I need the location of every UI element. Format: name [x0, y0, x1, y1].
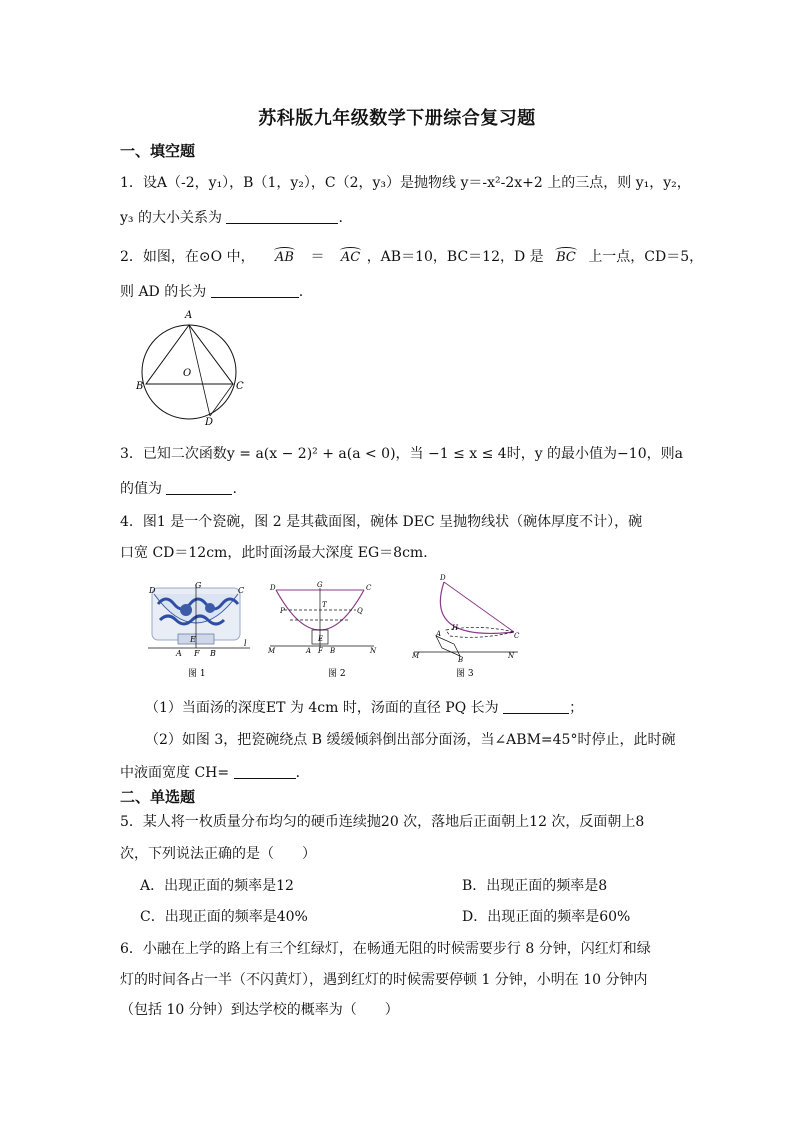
q1-line2: y₃ 的大小关系为 .: [120, 210, 343, 226]
label-h: H: [452, 624, 459, 632]
label-g: G: [317, 581, 323, 589]
q2-text-a: 2．如图，在⊙O 中，: [120, 249, 255, 265]
arc-ab: AB: [275, 250, 294, 265]
label-d: D: [149, 586, 156, 595]
q4-line2: 口宽 CD＝12cm，此时面汤最大深度 EG＝8cm．: [120, 545, 438, 561]
answer-blank: [234, 764, 296, 779]
equals-sign: ＝: [310, 249, 325, 265]
figure-2-cross-section: [266, 580, 386, 680]
segment-cd: [210, 384, 233, 416]
label-m: M: [268, 647, 276, 655]
label-d: D: [270, 584, 276, 592]
q5-line1: 5．某人将一枚质量分布均匀的硬币连续抛20 次，落地后正面朝上12 次，反面朝上8: [120, 814, 645, 830]
figure-3-caption: 图 3: [456, 669, 474, 679]
label-o: O: [183, 368, 192, 379]
option-b: B．出现正面的频率是8: [462, 878, 608, 894]
q4-sub2-line1: （2）如图 3，把瓷碗绕点 B 缓缓倾斜倒出部分面汤，当∠ABM=45°时停止，此时碗: [145, 732, 676, 748]
answer-blank: [211, 283, 299, 298]
q5-line2: 次，下列说法正确的是（ ）: [120, 846, 316, 862]
q4-sub1-text: （1）当面汤的深度ET 为 4cm 时，汤面的直径 PQ 长为: [145, 700, 499, 716]
bowl-pattern-dot: [205, 603, 215, 613]
label-l: l: [244, 639, 247, 648]
q1-line1: 1．设A（-2，y₁），B（1，y₂），C（2，y₃）是抛物线 y＝-x²-2x+2 上的三点，则 y₁，y₂，: [120, 175, 691, 191]
q4-line1: 4．图1 是一个瓷碗，图 2 是其截面图，碗体 DEC 呈抛物线状（碗体厚度不计），碗: [120, 514, 643, 530]
label-f: F: [194, 649, 200, 658]
label-q: Q: [357, 607, 363, 615]
q4-sub2-text: 中液面宽度 CH=: [120, 765, 230, 781]
bowl-pattern-dot: [180, 604, 192, 616]
label-n: N: [370, 647, 377, 655]
q3-line2: 的值为 .: [120, 481, 237, 497]
q2-text: 则 AD 的长为: [120, 284, 207, 300]
label-c: C: [238, 586, 245, 595]
q2-line1: [120, 246, 703, 266]
figure-1-bowl-photo: [148, 582, 258, 682]
answer-blank: [503, 699, 569, 714]
label-a: A: [185, 310, 193, 321]
option-d: D．出现正面的频率是60%: [462, 909, 631, 925]
label-e: E: [190, 635, 196, 644]
label-b: B: [210, 649, 216, 658]
arc-bc: BC: [556, 250, 576, 265]
label-c: C: [514, 632, 520, 640]
label-a: A: [306, 647, 312, 655]
label-b: B: [136, 381, 144, 392]
label-p: P: [280, 607, 285, 615]
answer-blank: [166, 480, 232, 495]
section-heading-fill-blank: 一、填空题: [120, 142, 196, 160]
q6-line3: （包括 10 分钟）到达学校的概率为（ ）: [120, 1002, 399, 1018]
label-b: B: [458, 656, 464, 664]
label-f: F: [318, 647, 323, 655]
label-b: B: [330, 647, 336, 655]
label-d: D: [440, 574, 446, 582]
q1-text: y₃ 的大小关系为: [120, 210, 222, 226]
q4-sub1: [145, 697, 583, 717]
option-c: C．出现正面的频率是40%: [140, 909, 308, 925]
q6-line2: 灯的时间各占一半（不闪黄灯），遇到红灯的时候需要停顿 1 分钟，小明在 10 分钟内: [120, 972, 648, 988]
answer-blank: [226, 209, 338, 224]
label-e: E: [318, 635, 324, 643]
section-heading-single-choice: 二、单选题: [120, 788, 196, 806]
label-c: C: [366, 584, 372, 592]
label-a: A: [176, 649, 182, 658]
arc-ac: AC: [340, 250, 361, 265]
q4-sub1-end: ；: [569, 700, 584, 716]
q3-line1: 3．已知二次函数y = a(x − 2)² + a(a < 0)，当 −1 ≤ x ≤ 4时，y 的最小值为−10，则a: [120, 446, 683, 462]
page-title: 苏科版九年级数学下册综合复习题: [258, 108, 536, 129]
label-m: M: [412, 652, 420, 660]
q4-sub2-line2: [120, 762, 310, 782]
q2-line2: 则 AD 的长为 .: [120, 284, 304, 300]
option-a: A．出现正面的频率是12: [140, 878, 294, 894]
circle-triangle-figure: [132, 305, 252, 427]
label-a: A: [436, 630, 442, 638]
label-g: G: [195, 582, 202, 590]
q3-text: 的值为: [120, 481, 162, 497]
q4-sub2-end: ．: [295, 765, 310, 781]
label-n: N: [508, 652, 515, 660]
q2-text-c: 上一点，CD＝5，: [588, 249, 704, 265]
label-c: C: [236, 381, 244, 392]
figure-2-caption: 图 2: [328, 669, 346, 679]
figure-1-caption: 图 1: [188, 669, 206, 679]
bowl-base: [436, 636, 460, 656]
q2-text-b: ，AB＝10，BC＝12，D 是: [366, 249, 544, 265]
label-d: D: [205, 417, 214, 427]
q6-line1: 6．小融在上学的路上有三个红绿灯，在畅通无阻的时候需要步行 8 分钟，闪红灯和绿: [120, 941, 651, 957]
figure-3-tilted-bowl: [410, 572, 528, 682]
label-t: T: [322, 601, 327, 609]
